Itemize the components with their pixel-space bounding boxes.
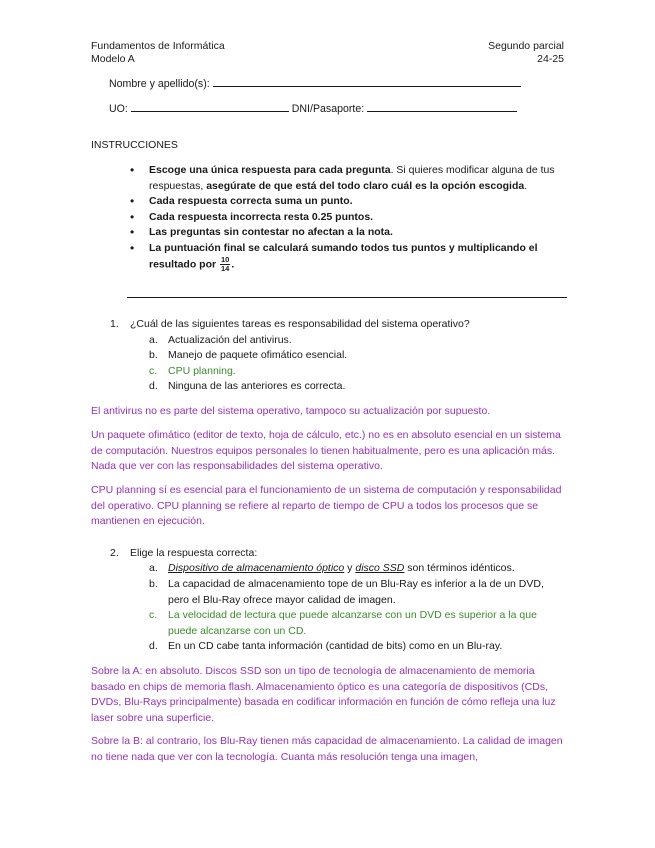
option-text: La capacidad de almacenamiento tope de un Blu-Ray es inferior a la de un DVD, pero el Blu-Ray ofrece mayor calidad de imagen. bbox=[168, 578, 544, 606]
bullet-icon: • bbox=[130, 163, 135, 177]
option-letter: c. bbox=[149, 365, 158, 377]
explanation-paragraph: Un paquete ofimático (editor de texto, hoja de cálculo, etc.) no es en absoluto esencial en un sistema de computación. Nuestros equipos personales lo tienen habitualmente, pero es una aplicación más. Nada que ver con las responsabilidades del sistema operativo. bbox=[91, 429, 561, 472]
list-item bbox=[128, 225, 568, 241]
explanation-paragraph: Sobre la A: en absoluto. Discos SSD son un tipo de tecnología de almacenamiento de memoria basado en chips de memoria flash. Almacenamiento óptico es una categoría de dispositivos (CDs, DVDs, Blu-Rays principalmente) basada en codificar información en función de cómo refleja una luz laser sobre una superficie. bbox=[91, 665, 556, 724]
bullet-icon: • bbox=[130, 240, 135, 255]
option-letter: d. bbox=[149, 380, 158, 392]
option-c-correct[interactable] bbox=[149, 608, 569, 639]
exam-name: Segundo parcial bbox=[488, 40, 564, 52]
term-italic: Dispositivo de almacenamiento óptico bbox=[168, 562, 345, 574]
bullet-icon: • bbox=[130, 225, 135, 239]
option-text: Actualización del antivirus. bbox=[168, 334, 292, 346]
instruction-bold: . bbox=[231, 258, 235, 271]
instruction-text: . bbox=[524, 179, 528, 192]
section-divider bbox=[127, 297, 567, 298]
question-number: 1. bbox=[110, 318, 119, 330]
name-field[interactable] bbox=[109, 77, 521, 91]
instruction-bold: Cada respuesta incorrecta resta 0.25 puntos. bbox=[149, 210, 374, 223]
option-letter: c. bbox=[149, 609, 158, 621]
instruction-bold: Escoge una única respuesta para cada pregunta bbox=[149, 164, 391, 176]
option-text: En un CD cabe tanta información (cantidad de bits) como en un Blu-ray. bbox=[168, 640, 503, 652]
uo-dni-field[interactable] bbox=[109, 102, 517, 116]
exam-model: Modelo A bbox=[91, 53, 135, 65]
explanation-paragraph: CPU planning sí es esencial para el funcionamiento de un sistema de computación y responsabilidad del operativo. CPU planning se refiere al reparto de tiempo de CPU a todos los procesos que se mantienen en ejecución. bbox=[91, 484, 562, 527]
option-text: CPU planning. bbox=[168, 365, 236, 377]
option-text: Manejo de paquete ofimático esencial. bbox=[168, 349, 348, 361]
option-text: La velocidad de lectura que puede alcanzarse con un DVD es superior a la que puede alcanzarse con un CD. bbox=[168, 609, 537, 637]
fraction-denominator: 14 bbox=[221, 264, 230, 273]
question-text: Elige la respuesta correcta: bbox=[130, 547, 258, 559]
uo-label: UO: bbox=[109, 103, 128, 115]
list-item bbox=[128, 194, 568, 210]
instruction-bold: asegúrate de que está del todo claro cuál es la opción escogida bbox=[206, 179, 525, 192]
term-italic: disco SSD bbox=[355, 562, 405, 574]
instruction-bold: Cada respuesta correcta suma un punto. bbox=[149, 195, 353, 207]
option-text: Ninguna de las anteriores es correcta. bbox=[168, 380, 346, 392]
option-letter: b. bbox=[149, 349, 158, 361]
bullet-icon: • bbox=[130, 209, 135, 224]
explanation-paragraph: El antivirus no es parte del sistema operativo, tampoco su actualización por supuesto. bbox=[91, 405, 491, 417]
option-letter: b. bbox=[149, 578, 158, 590]
explanation-paragraph: Sobre la B: al contrario, los Blu-Ray tienen más capacidad de almacenamiento. La calidad de imagen no tiene nada que ver con la tecnología. Cuanta más resolución tenga una imagen, bbox=[91, 735, 563, 763]
option-letter: a. bbox=[149, 562, 158, 574]
question-number: 2. bbox=[110, 547, 119, 559]
list-item bbox=[128, 241, 568, 274]
instructions-title: INSTRUCCIONES bbox=[91, 139, 178, 151]
option-b[interactable] bbox=[149, 577, 561, 608]
instruction-bold: Las preguntas sin contestar no afectan a la nota. bbox=[149, 226, 393, 238]
fraction bbox=[220, 256, 230, 273]
instruction-bold: La puntuación final se calculará sumando todos tus puntos y multiplicando el resultado por bbox=[149, 241, 538, 271]
instructions-list bbox=[128, 163, 568, 273]
list-item bbox=[128, 210, 568, 226]
course-title: Fundamentos de Informática bbox=[91, 40, 225, 52]
option-letter: a. bbox=[149, 334, 158, 346]
option-text bbox=[168, 561, 515, 577]
academic-year: 24-25 bbox=[537, 53, 564, 65]
fraction-numerator: 10 bbox=[221, 255, 230, 264]
question-text: ¿Cuál de las siguientes tareas es responsabilidad del sistema operativo? bbox=[130, 318, 470, 330]
text-fragment: son términos idénticos. bbox=[404, 562, 515, 574]
dni-blank[interactable] bbox=[367, 102, 517, 112]
name-label: Nombre y apellido(s): bbox=[109, 78, 210, 90]
dni-label: DNI/Pasaporte: bbox=[291, 103, 365, 115]
bullet-icon: • bbox=[130, 194, 135, 208]
text-fragment: y bbox=[344, 562, 356, 574]
name-blank[interactable] bbox=[213, 77, 521, 87]
option-letter: d. bbox=[149, 640, 158, 652]
uo-blank[interactable] bbox=[131, 102, 289, 112]
instruction-text: . Si quieres modificar alguna de tus respuestas, bbox=[149, 164, 555, 192]
list-item bbox=[128, 163, 568, 194]
